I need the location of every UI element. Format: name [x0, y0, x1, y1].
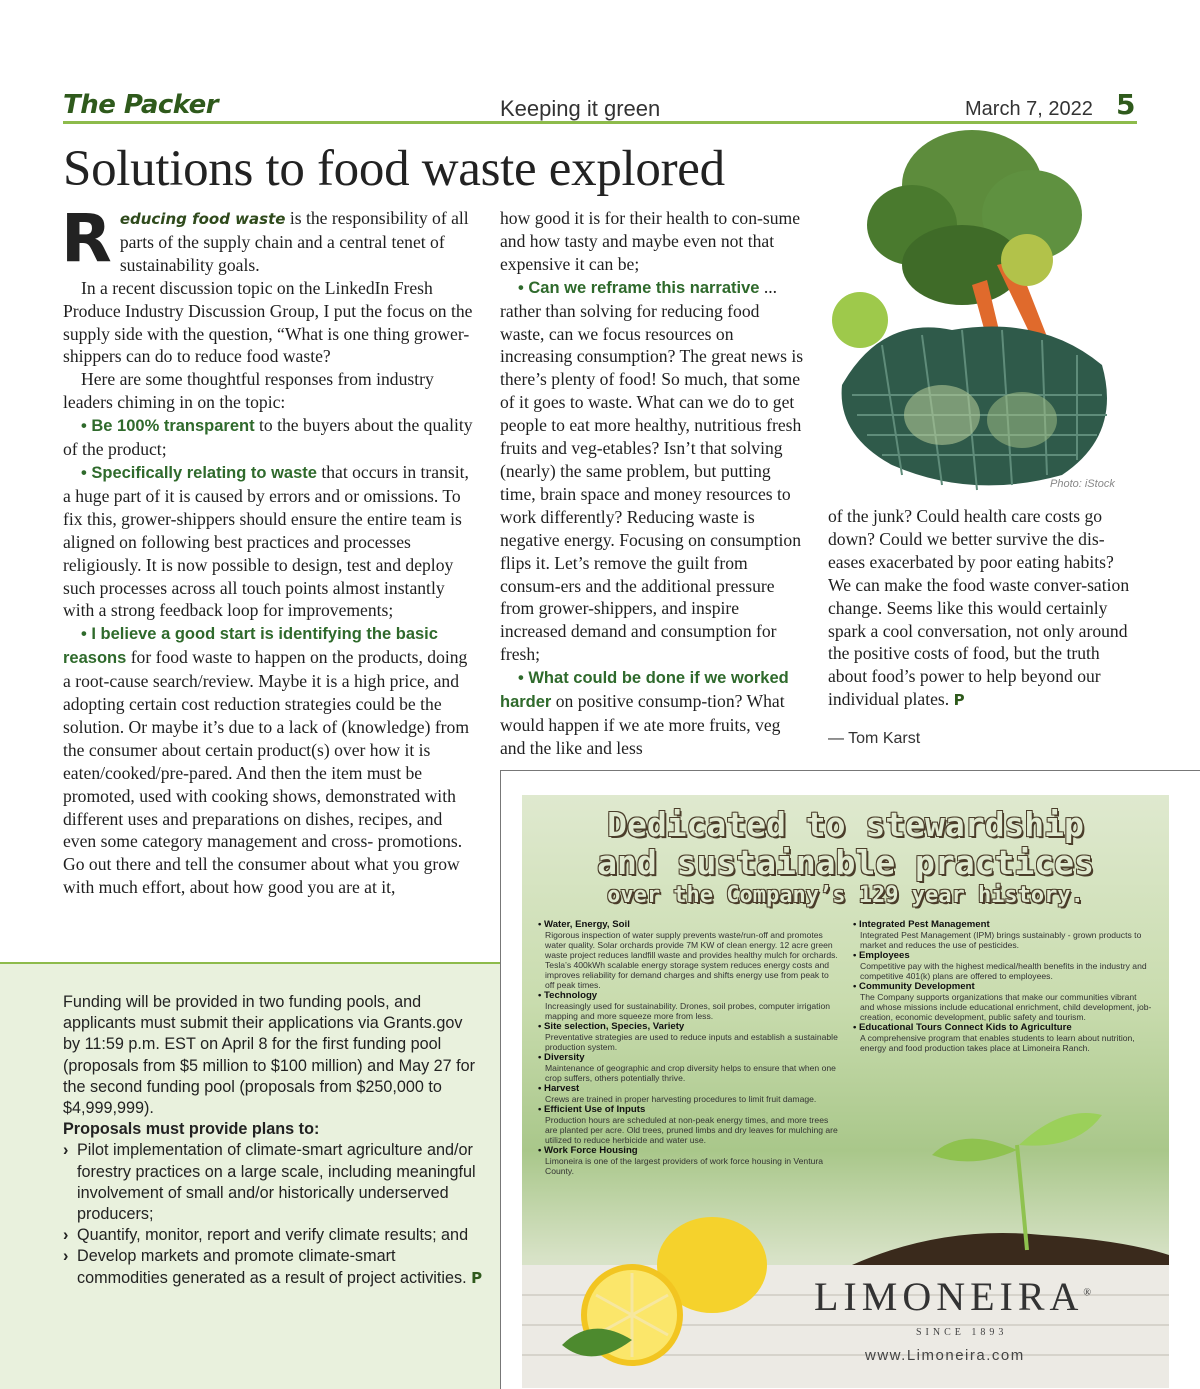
- ad-left-column: [538, 920, 838, 1177]
- ad-item-text: A comprehensive program that enables students to learn about nutrition, energy and food production takes place at Limoneira Ranch.: [860, 1033, 1135, 1053]
- ad-item-heading: • Site selection, Species, Variety: [538, 1021, 685, 1032]
- end-mark-icon: P: [471, 1268, 483, 1287]
- ad-item-text: Maintenance of geographic and crop diversity helps to ensure that when one crop suffers, others potentially thrive.: [545, 1063, 836, 1083]
- ad-headline-1: Dedicated to stewardship: [607, 805, 1084, 844]
- lead-in: educing food waste: [119, 210, 286, 228]
- end-mark-icon: P: [953, 691, 965, 710]
- ad-item-heading: • Harvest: [538, 1083, 580, 1094]
- bullet-worked-harder: • What could be done if we worked harder on positive consump-tion? What would happen if we ate more fruits, veg and the like and less: [500, 669, 789, 758]
- limoneira-ad: [522, 795, 1169, 1388]
- ad-item-heading: • Diversity: [538, 1052, 585, 1063]
- ad-since: SINCE 1893: [916, 1327, 1008, 1338]
- bullet-basic-reasons: • I believe a good start is identifying the basic reasons for food waste to happen on the products, doing a root-cause search/review. Maybe it is a high price, and adopting certain cost reduction strategies could be the solution. Or maybe it’s due to a lack of (knowledge) from the consumer about certain product(s) over how it is eaten/cooked/pre-pared. And then the item must be promoted, used with cooking shows, demonstrated with different uses and preparations on dishes, recipes, and even some category management and cross- promotions. Go out there and tell the consumer about what you grow with much effort, about how good you are at it,: [63, 625, 470, 898]
- sidebar-list-item: › Pilot implementation of climate-smart agriculture and/or forestry practices on a large scale, including meaningful involvement of small and/or historically underserved producers;: [63, 1141, 476, 1224]
- ad-item-text: Production hours are scheduled at non-peak energy times, and more trees are planted per acre. Old trees, pruned limbs and dry leaves for mulching are utilized to reduce herbicide and water use.: [545, 1115, 838, 1145]
- bullet-reframe: • Can we reframe this narrative ... rather than solving for reducing food waste, can we focus resources on increasing consumption? The great news is there’s plenty of food! So much, that some of it goes to waste. What can we do to get people to eat more healthy, nutritious fresh fruits and veg-etables? Isn’t that solving (nearly) the same problem, but putting time, brain space and money resources to work differently? Reducing waste is negative energy. Focusing on consumption flips it. Let’s remove the guilt from consum-ers and the additional pressure from grower-shippers, and inspire increased demand and consumption for fresh;: [500, 276, 804, 665]
- ad-item-heading: • Employees: [853, 950, 910, 961]
- byline: — Tom Karst: [828, 730, 921, 747]
- ad-item-heading: • Integrated Pest Management: [853, 919, 990, 930]
- ad-headline-3: over the Company’s 129 year history.: [607, 883, 1084, 908]
- ad-item-text: Crews are trained in proper harvesting procedures to limit fruit damage.: [545, 1094, 817, 1104]
- ad-item-heading: • Educational Tours Connect Kids to Agriculture: [853, 1022, 1072, 1033]
- sidebar-list-item: › Quantify, monitor, report and verify climate results; and: [63, 1225, 483, 1246]
- sidebar-paragraph: Funding will be provided in two funding pools, and applicants must submit their applications via Grants.gov by 11:59 p.m. EST on April 8 for the first funding pool (proposals from $5 million to $100 million) and May 27 for the second funding pool (proposals from $250,000 to $4,999,999).: [63, 993, 476, 1118]
- sidebar-subhead: Proposals must provide plans to:: [63, 1120, 320, 1139]
- chevron-right-icon: ›: [63, 1247, 69, 1266]
- article-headline: Solutions to food waste explored: [63, 141, 725, 197]
- ad-item-text: The Company supports organizations that make our communities vibrant and whose missions include educational enrichment, child development, job-creation, economic development, public safety and tourism.: [860, 992, 1152, 1022]
- masthead-logo: The Packer: [63, 90, 219, 120]
- chevron-right-icon: ›: [63, 1141, 69, 1160]
- photo-credit: Photo: iStock: [1050, 478, 1115, 490]
- ad-url-link[interactable]: www.Limoneira.com: [865, 1347, 1025, 1364]
- section-title: Keeping it green: [500, 96, 661, 121]
- ad-item-text: Competitive pay with the highest medical/health benefits in the industry and competitive 401(k) plans are offered to employees.: [860, 961, 1147, 981]
- article-column-3: [828, 505, 1140, 712]
- ad-item-heading: • Water, Energy, Soil: [538, 919, 630, 930]
- article-paragraph-3: Here are some thoughtful responses from industry leaders chiming in on the topic:: [63, 369, 434, 413]
- article-continuation: how good it is for their health to con-sume and how tasty and maybe even not that expensive it can be;: [500, 208, 801, 274]
- registered-mark: ®: [1083, 1287, 1092, 1299]
- article-paragraph-1: Reducing food waste is the responsibility of all parts of the supply chain and a central tenet of sustainability goals.: [61, 200, 469, 277]
- drop-cap: R: [61, 200, 112, 277]
- ad-headline-2: and sustainable practices: [597, 843, 1094, 882]
- sidebar-list-item: › Develop markets and promote climate-smart commodities generated as a result of project activities. P: [63, 1247, 483, 1287]
- greens-foliage: [867, 130, 1082, 305]
- ad-item-text: Preventative strategies are used to reduce inputs and establish a sustainable production system.: [545, 1032, 838, 1052]
- chevron-right-icon: ›: [63, 1226, 69, 1245]
- ad-item-heading: • Technology: [538, 990, 598, 1001]
- article-column-2: [500, 207, 808, 760]
- ad-right-column: [853, 920, 1153, 1054]
- article-paragraph-2: In a recent discussion topic on the LinkedIn Fresh Produce Industry Discussion Group, I put the focus on the supply side with the question, “What is one thing grower-shippers can do to reduce food waste?: [63, 277, 473, 367]
- article-column-1: [61, 200, 478, 899]
- ad-item-text: Rigorous inspection of water supply prevents waste/run-off and promotes water quality. Solar orchards provide 7M KW of clean energy. 12 acre green waste project reduces landfill waste and provides healthy mulch for orchards. Tesla’s 400kWh scalable energy storage system reduces energy costs and improves reliability for demand charges and shifts energy use from peak to off peak times.: [545, 930, 838, 990]
- ad-item-heading: • Work Force Housing: [538, 1145, 638, 1156]
- ad-item-text: Increasingly used for sustainability. Drones, soil probes, computer irrigation mapping and more squeeze more from less.: [545, 1001, 830, 1021]
- mesh-bag: [842, 327, 1107, 490]
- article-conclusion: of the junk? Could health care costs go down? Could we better survive the dis-eases exacerbated by poor eating habits? We can make the food waste conver-sation change. Seems like this would certainly spark a cool conversation, not only around the positive costs of food, but the truth about food’s power to help beyond our individual plates. P: [828, 506, 1130, 710]
- produce-bag-photo: [822, 115, 1122, 495]
- ad-item-heading: • Community Development: [853, 981, 975, 992]
- page-number: 5: [1116, 88, 1136, 121]
- ad-item-heading: • Efficient Use of Inputs: [538, 1104, 646, 1115]
- green-apple: [832, 292, 888, 348]
- issue-date: March 7, 2022: [965, 98, 1093, 120]
- sprout-icon: [932, 1113, 1102, 1250]
- ad-item-text: Limoneira is one of the largest providers of work force housing in Ventura County.: [545, 1156, 824, 1176]
- limoneira-logo: LIMONEIRA®: [814, 1274, 1092, 1319]
- ad-item-text: Integrated Pest Management (IPM) brings sustainably - grown products to market and reduces the use of pesticides.: [860, 930, 1142, 950]
- bullet-transparent: • Be 100% transparent to the buyers about the quality of the product;: [63, 415, 473, 460]
- sidebar-text: [63, 992, 483, 1289]
- bullet-waste: • Specifically relating to waste that occurs in transit, a huge part of it is caused by errors and or omissions. To fix this, grower-shippers should ensure the entire team is aligned on following best practices and processes religiously. It is now possible to design, test and deploy such processes across all touch points almost instantly with a strong feedback loop for improvements;: [63, 461, 469, 621]
